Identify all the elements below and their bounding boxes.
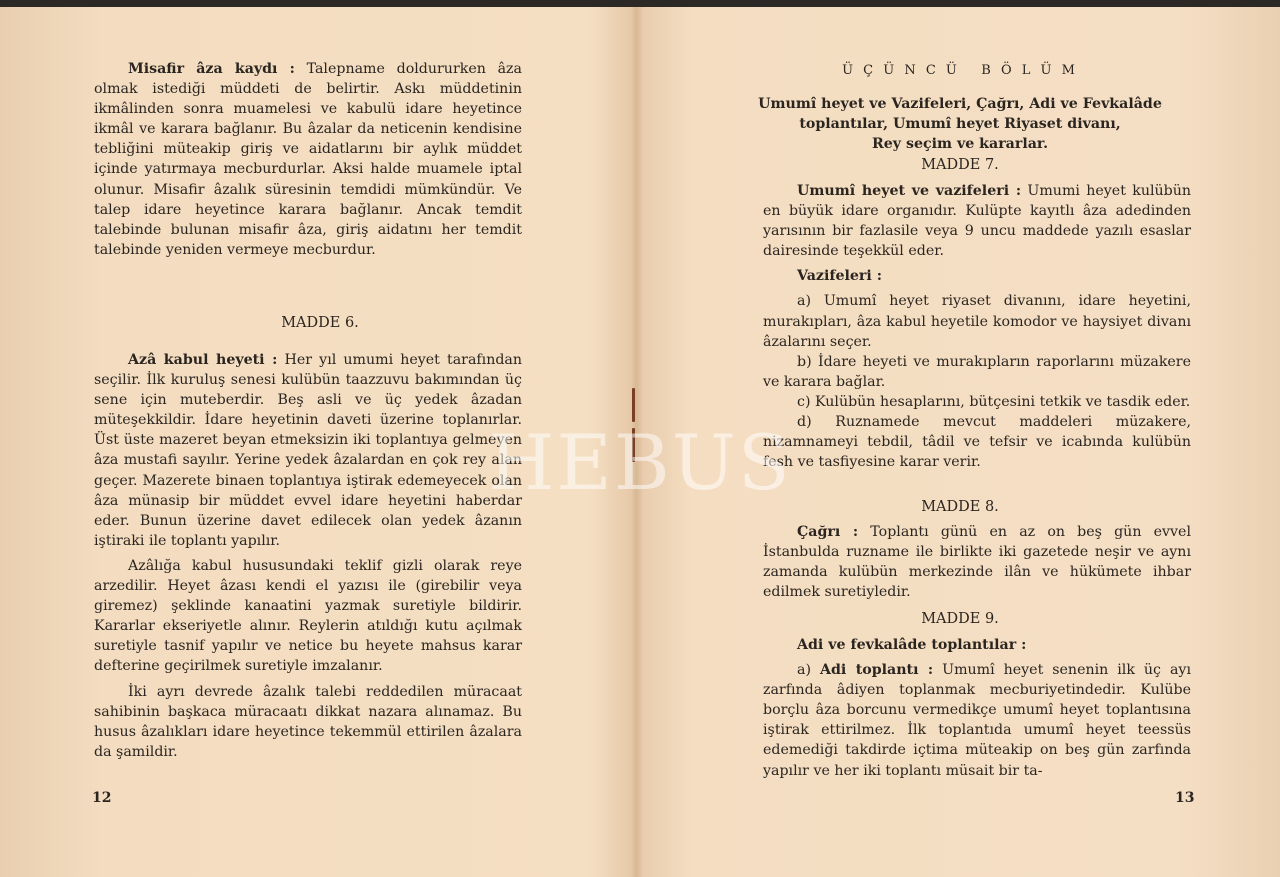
paragraph-title: Çağrı : xyxy=(797,524,859,540)
article-heading-8: MADDE 8. xyxy=(921,499,999,515)
left-text-column-2 xyxy=(94,350,522,762)
paragraph-cagri xyxy=(763,522,1191,602)
staple-top xyxy=(632,388,635,422)
subtitle-line-1: Umumî heyet ve Vazifeleri, Çağrı, Adi ve Fevkalâde xyxy=(758,96,1162,112)
article-heading-7: MADDE 7. xyxy=(921,157,999,173)
subtitle-line-2: toplantılar, Umumî heyet Riyaset divanı, xyxy=(799,116,1121,133)
right-text-column xyxy=(763,181,1191,472)
paragraph-body: Her yıl umumi heyet tarafından seçilir. İlk kuruluş senesi kulübün taazzuvu bakımından üç sene için muteberdir. Beş asli ve üç yedek âzadan müteşekkildir. İdare heyetinin daveti üzerine toplanırlar. Üst üste mazeret beyan etmeksizin iki toplantıya gelmeyen âza mustafi sayılır. Yerine yedek âzalardan en çok rey alan geçer. Mazerete binaen toplantıya iştirak edemeyecek olan âza münasip bir müddet evvel idare heyetini haberdar eder. Bunun üzerine davet edilecek olan yedek âzanın iştiraki ile toplantı yapılır. xyxy=(94,352,523,549)
duty-item-b: b) İdare heyeti ve murakıpların raporlarını müzakere ve karara bağlar. xyxy=(763,353,1191,390)
right-text-column-3 xyxy=(763,635,1191,781)
left-text-column xyxy=(94,59,522,260)
paragraph-title: Umumî heyet ve vazifeleri : xyxy=(797,183,1022,199)
duty-item-c: c) Kulübün hesaplarını, bütçesini tetkik ve tasdik eder. xyxy=(797,393,1191,410)
paragraph-misafir xyxy=(94,59,522,260)
page-number-right: 13 xyxy=(1175,790,1195,806)
paragraph-body: Umumi heyet kulübün en büyük idare organıdır. Kulüpte kayıtlı âza adedinden yarısının bir fazlasile veya 9 uncu maddede yazılı esaslar dairesinde teşekkül eder. xyxy=(763,183,1191,260)
duty-item-d: d) Ruznamede mevcut maddeleri müzakere, nizamnameyi tebdil, tâdil ve tefsir ve icabında kulübün fesh ve tasfiyesine karar verir. xyxy=(763,414,1191,471)
paragraph-umumi-heyet xyxy=(763,181,1191,261)
page-number-left: 12 xyxy=(92,790,112,806)
paragraph-body: Talepname doldururken âza olmak istediği müddeti de belirtir. Askı müddetinin ikmâlinden sonra muamelesi ve kabulü idare heyetince ikmâl ve karara bağlanır. Bu âzalar da neticenin kendisine tebliğini müteakip giriş ve aidatlarını bir aylık müddet içinde yatırmaya mecburdurlar. Aksi halde muamele iptal olunur. Misafir âzalık süresinin temdidi mümkündür. Ve talep idare heyetince karara bağlanır. Ancak temdit talebinde bulunan misafir âza, giriş aidatını her temdit talebinde yeniden vermeye mecburdur. xyxy=(94,61,522,258)
article-heading-9: MADDE 9. xyxy=(921,611,999,627)
duties-heading xyxy=(763,266,1191,286)
duty-item-a: a) Umumî heyet riyaset divanını, idare heyetini, murakıpları, âza kabul heyetile komodor ve haysiyet divanı âzalarını seçer. xyxy=(763,293,1191,350)
paragraph-title: Misafir âza kaydı : xyxy=(128,61,295,77)
paragraph-iki-ayri: İki ayrı devrede âzalık talebi reddedilen müracaat sahibinin başkaca müracaatı dikkat nazara alınamaz. Bu husus âzalıkları idare heyetince tekemmül ettirilen âzalara da şamildir. xyxy=(94,683,522,760)
right-text-column-2 xyxy=(763,522,1191,602)
paragraph-body: Umumî heyet senenin ilk üç ayı zarfında âdiyen toplanmak mecburiyetindedir. Kulübe borçlu âza borcunu vermedikçe umumî heyet toplantısına iştirak ettirilmez. İlk toplantıda umumî heyet teessüs edemediği takdirde içtima müteakip on beş gün zarfında yapılır ve her iki toplantı müsait bir ta- xyxy=(763,662,1191,779)
section-subtitle xyxy=(640,94,1280,154)
section-title: Ü Ç Ü N C Ü B Ö L Ü M xyxy=(842,63,1078,78)
paragraph-title: Adi toplantı : xyxy=(819,662,934,679)
paragraph-body: Toplantı günü en az on beş gün evvel İstanbulda ruzname ile birlikte iki gazetede neşir ve aynı zamanda kulübün merkezinde ilân ve hükümete ihbar edilmek suretiyledir. xyxy=(763,524,1191,601)
article-heading-6: MADDE 6. xyxy=(281,315,359,331)
watermark: HEBUS xyxy=(488,418,792,507)
item-prefix: a) xyxy=(797,662,820,679)
paragraph-aza-kabul xyxy=(94,350,522,551)
paragraph-title: Azâ kabul heyeti : xyxy=(128,352,278,368)
subtitle-line-3: Rey seçim ve kararlar. xyxy=(871,136,1049,153)
meetings-title: Adi ve fevkalâde toplantılar : xyxy=(797,637,1027,653)
duties-title: Vazifeleri : xyxy=(797,268,882,285)
paragraph-azalik: Azâlığa kabul hususundaki teklif gizli olarak reye arzedilir. Heyet âzası kendi el yazısı ile (girebilir veya giremez) şeklinde kanaatini yazmak suretiyle bildirir. Kararlar ekseriyetle alınır. Reylerin atıldığı kutu açılmak suretiyle tasnif yapılır ve netice bu heyete mahsus karar defterine geçirilmek suretiyle imzalanır. xyxy=(94,557,522,675)
meetings-heading xyxy=(763,635,1191,655)
paragraph-adi-toplanti xyxy=(763,660,1191,781)
